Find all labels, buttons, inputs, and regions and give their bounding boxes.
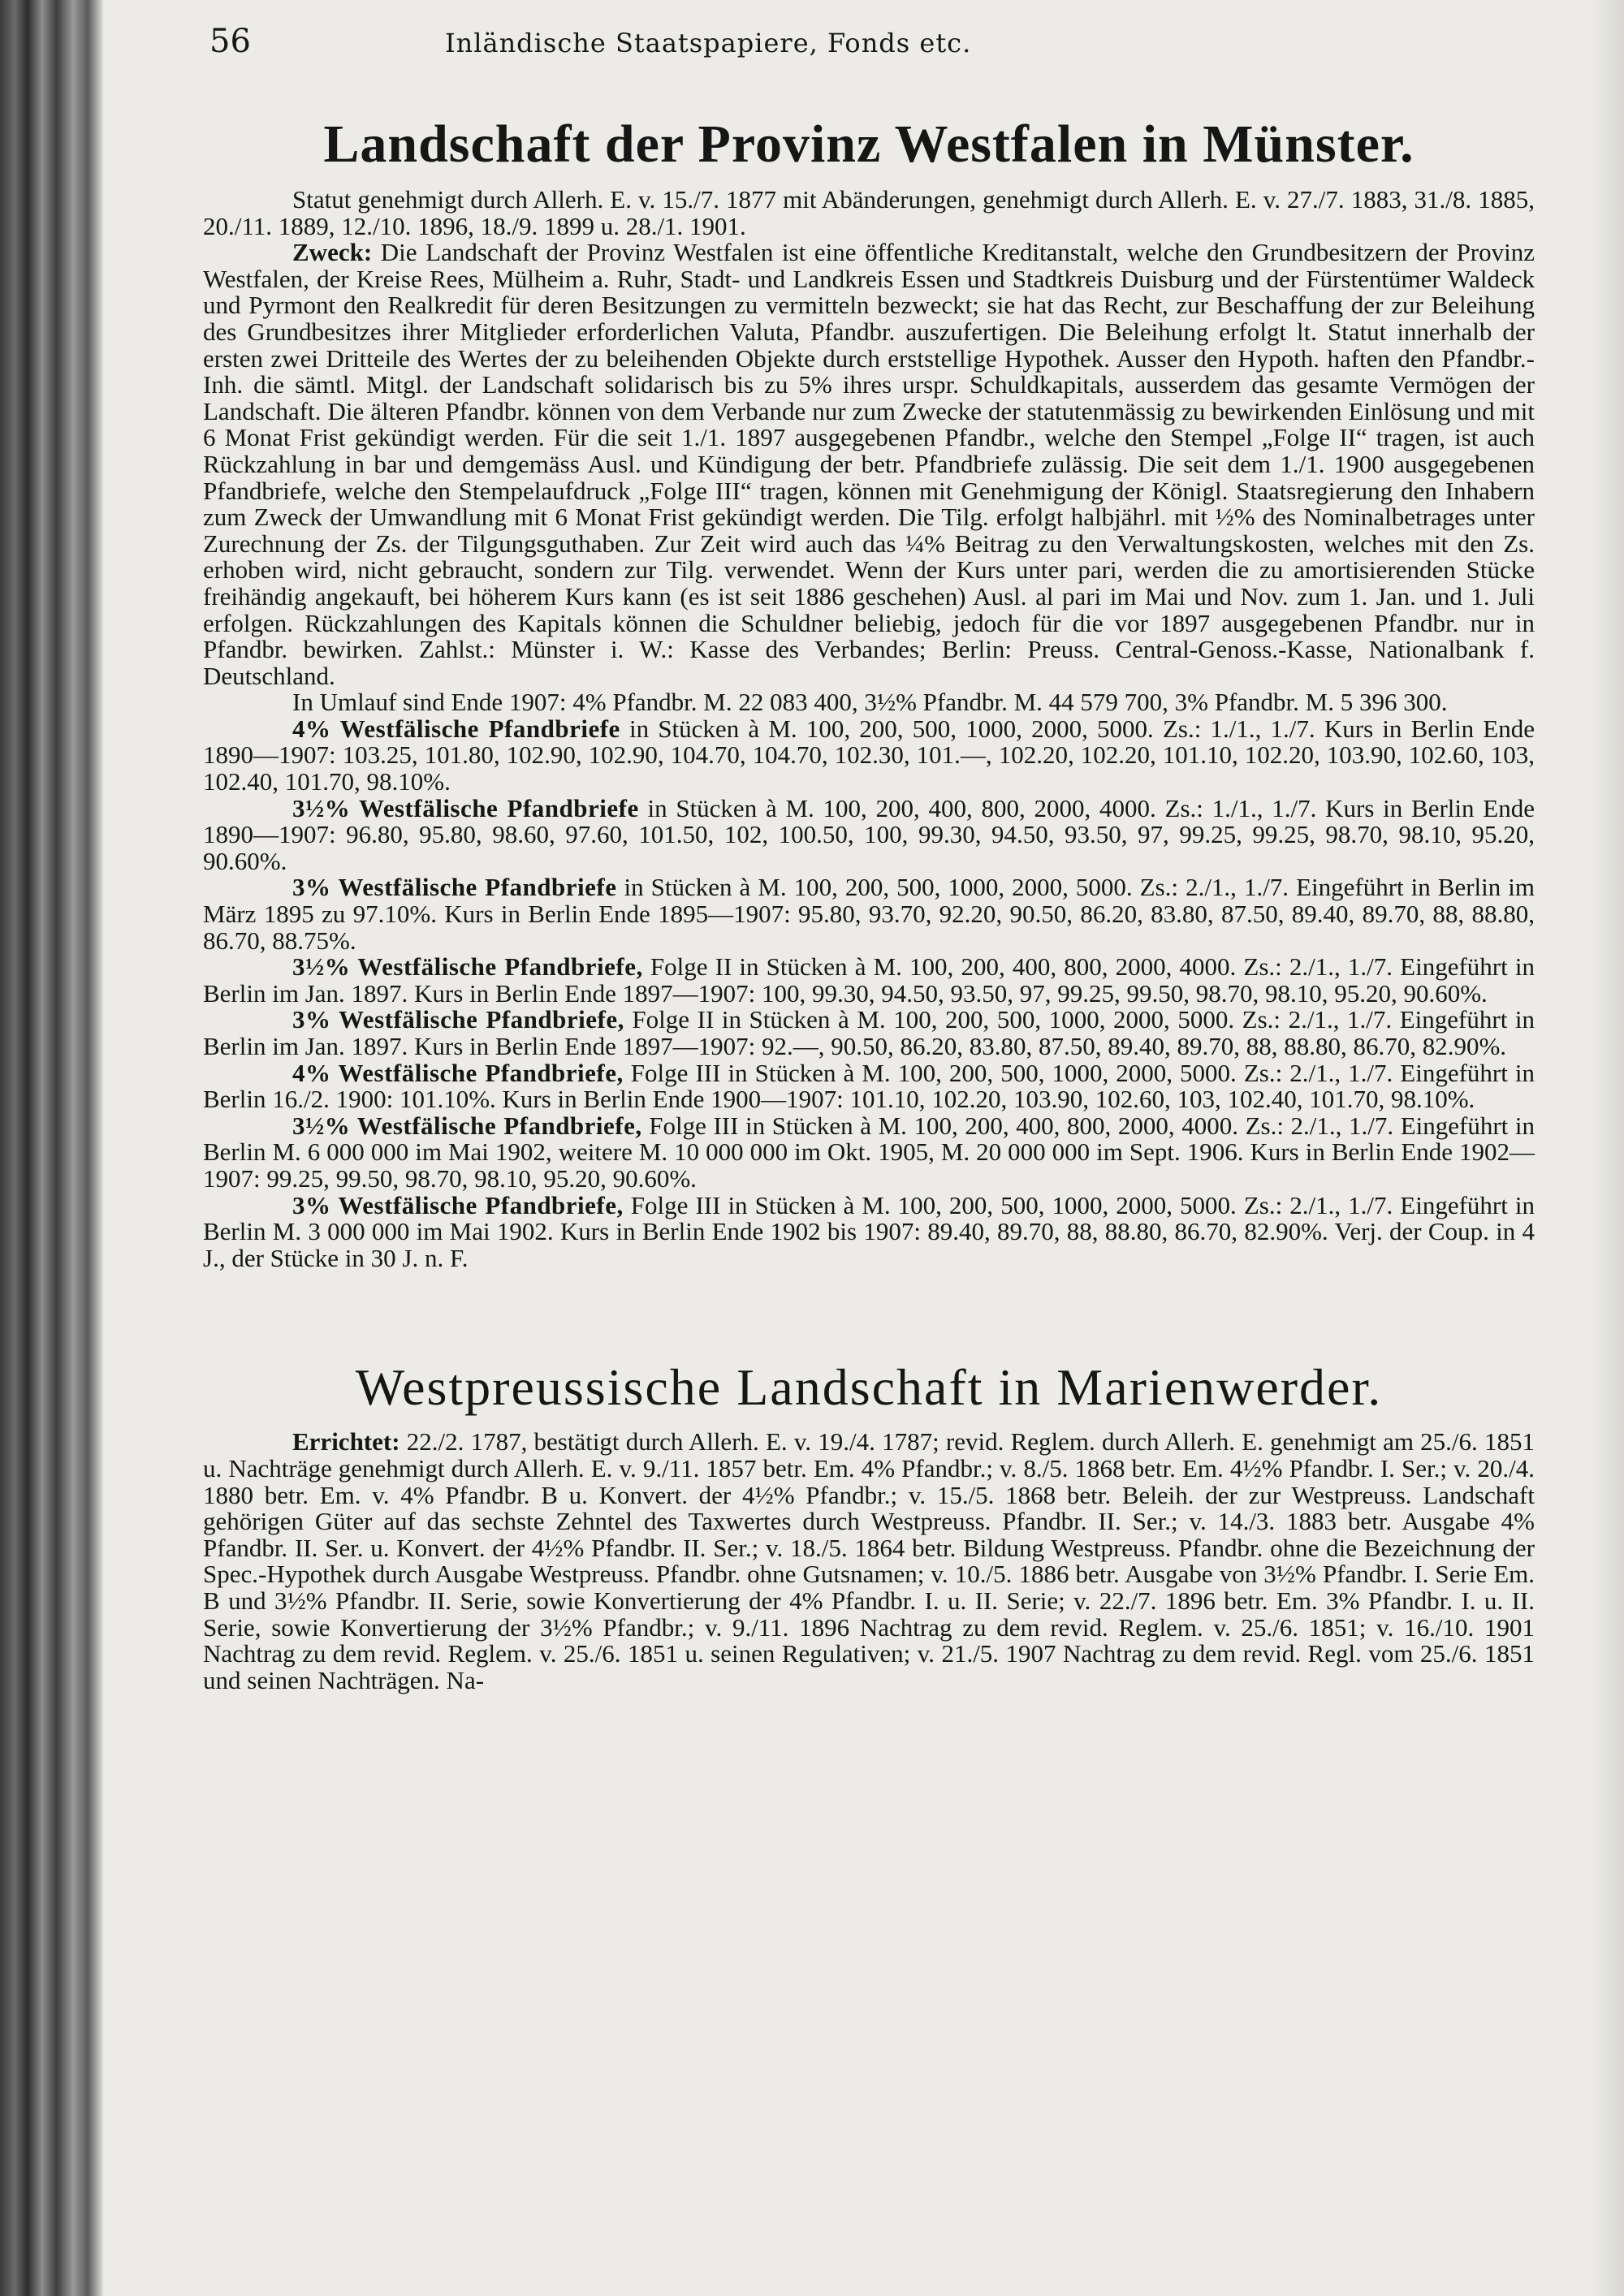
running-title: Inländische Staatspapiere, Fonds etc. (445, 28, 972, 58)
page-number: 56 (209, 23, 251, 60)
bond-title: 3% Westfälische Pfandbriefe, (292, 1190, 624, 1219)
zweck-paragraph (203, 240, 1535, 689)
errichtet-paragraph (203, 1429, 1535, 1694)
bond-entry (203, 954, 1535, 1007)
bond-title: 3½% Westfälische Pfandbriefe, (292, 952, 643, 982)
page-header (203, 23, 1535, 71)
umlauf-paragraph: In Umlauf sind Ende 1907: 4% Pfandbr. M. 22 083 400, 3½% Pfandbr. M. 44 579 700, 3% Pfandbr. M. 5 396 300. (292, 688, 1448, 717)
bond-entry (203, 874, 1535, 954)
document-page (203, 23, 1535, 1694)
bond-text: in Stücken à M. 100, 200, 400, 800, 2000, 4000. Zs.: 1./1., 1./7. Kurs in Berlin Ende 1890—1907: 96.80, 95.80, 98.60, 97.60, 101.50, 102, 100.50, 100, 99.30, 94.50, 93.50, 97, 99.25, 99.25, 98.70, 98.10, 95.20, 90.60%. (203, 793, 1535, 875)
bond-title: 3% Westfälische Pfandbriefe (292, 873, 617, 902)
errichtet-label: Errichtet: (292, 1427, 400, 1457)
bond-title: 4% Westfälische Pfandbriefe (292, 714, 620, 743)
bond-entry (203, 793, 1535, 875)
bond-text: in Stücken à M. 100, 200, 500, 1000, 2000, 5000. Zs.: 1./1., 1./7. Kurs in Berlin Ende 1890—1907: 103.25, 101.80, 102.90, 102.90, 104.70, 104.70, 102.30, 101.—, 102.20, 102.20, 101.10, 102.20, 103.90, 102.60, 103, 102.40, 101.70, 98.10%. (203, 714, 1535, 796)
bond-text: Folge III in Stücken à M. 100, 200, 400, 800, 2000, 4000. Zs.: 2./1., 1./7. Eingeführt in Berlin M. 6 000 000 im Mai 1902, weitere M. 10 000 000 im Okt. 1905, M. 20 000 000 im Sept. 1906. Kurs in Berlin Ende 1902—1907: 99.25, 99.50, 98.70, 98.10, 95.20, 90.60%. (203, 1111, 1535, 1193)
book-binding-edge (0, 0, 104, 2296)
bond-entry (203, 1190, 1535, 1272)
zweck-label: Zweck: (292, 238, 373, 267)
bond-entry (203, 1113, 1535, 1193)
zweck-text: Die Landschaft der Provinz Westfalen ist eine öffentliche Kreditanstalt, welche den Grundbesitzern der Provinz Westfalen, der Kreise Rees, Mülheim a. Ruhr, Stadt- und Landkreis Essen und Stadtkreis Duisburg und der Fürstentümer Waldeck und Pyrmont den Realkredit für deren Besitzungen zu vermitteln bezweckt; sie hat das Recht, zur Beschaffung der zur Beleihung des Grundbesitzes ihrer Mitglieder erforderlichen Valuta, Pfandbr. auszufertigen. Die Beleihung erfolgt lt. Statut innerhalb der ersten zwei Dritteile des Wertes der zu beleihenden Objekte durch erststellige Hypothek. Ausser den Hypoth. haften den Pfandbr.-Inh. die sämtl. Mitgl. der Landschaft solidarisch bis zu 5% ihres urspr. Schuldkapitals, ausserdem das gesamte Vermögen der Landschaft. Die älteren Pfandbr. können von dem Verbande nur zum Zwecke der statutenmässig zu bewirkenden Einlösung und mit 6 Monat Frist gekündigt werden. Für die seit 1./1. 1897 ausgegebenen Pfandbr., welche den Stempel „Folge II“ tragen, ist auch Rückzahlung in bar und demgemäss Ausl. und Kündigung der betr. Pfandbriefe zulässig. Die seit dem 1./1. 1900 ausgegebenen Pfandbriefe, welche den Stempelaufdruck „Folge III“ tragen, können mit Genehmigung der Königl. Staatsregierung den Inhabern zum Zweck der Umwandlung mit 6 Monat Frist gekündigt werden. Die Tilg. erfolgt halbjährl. mit ½% des Nominalbetrages unter Zurechnung der Zs. der Tilgungsguthaben. Zur Zeit wird auch das ¼% Beitrag zu den Verwaltungskosten, welches mit den Zs. erhoben wird, nicht gebraucht, sondern zur Tilg. verwendet. Wenn der Kurs unter pari, werden die zu amortisierenden Stücke freihändig angekauft, bei höherem Kurs kann (es ist seit 1886 geschehen) Ausl. al pari im Mai und Nov. zum 1. Jan. und 1. Juli erfolgen. Rückzahlungen des Kapitals können die Schuldner beliebig, jedoch für die vor 1897 ausgegebenen Pfandbr. nur in Pfandbr. bewirken. Zahlst.: Münster i. W.: Kasse des Verbandes; Berlin: Preuss. Central-Genoss.-Kasse, Nationalbank f. Deutschland. (203, 238, 1535, 690)
bond-title: 4% Westfälische Pfandbriefe, (292, 1058, 624, 1087)
bond-text: Folge III in Stücken à M. 100, 200, 500, 1000, 2000, 5000. Zs.: 2./1., 1./7. Eingeführt in Berlin 16./2. 1900: 101.10%. Kurs in Berlin Ende 1900—1907: 101.10, 102.20, 103.90, 102.60, 103, 102.40, 101.70, 98.10%. (203, 1058, 1535, 1114)
page-edge-shadow (1592, 0, 1624, 2296)
bond-entry (203, 716, 1535, 796)
section-title-westfalen: Landschaft der Provinz Westfalen in Münster. (323, 114, 1415, 174)
bond-text: Folge II in Stücken à M. 100, 200, 400, 800, 2000, 4000. Zs.: 2./1., 1./7. Eingeführt in Berlin im Jan. 1897. Kurs in Berlin Ende 1897—1907: 100, 99.30, 94.50, 93.50, 97, 99.25, 99.50, 98.70, 98.10, 95.20, 90.60%. (203, 952, 1535, 1008)
bond-title: 3% Westfälische Pfandbriefe, (292, 1005, 624, 1034)
statut-paragraph: Statut genehmigt durch Allerh. E. v. 15./7. 1877 mit Abänderungen, genehmigt durch Allerh. E. v. 27./7. 1883, 31./8. 1885, 20./11. 1889, 12./10. 1896, 18./9. 1899 u. 28./1. 1901. (203, 185, 1535, 240)
bond-title: 3½% Westfälische Pfandbriefe, (292, 1111, 642, 1140)
errichtet-text: 22./2. 1787, bestätigt durch Allerh. E. v. 19./4. 1787; revid. Reglem. durch Allerh. E. genehmigt am 25./6. 1851 u. Nachträge genehmigt durch Allerh. E. v. 9./11. 1857 betr. Em. 4% Pfandbr.; v. 8./5. 1868 betr. Em. 4½% Pfandbr. I. Ser.; v. 20./4. 1880 betr. Em. v. 4% Pfandbr. B u. Konvert. der 4½% Pfandbr.; v. 15./5. 1868 betr. Beleih. der zur Westpreuss. Landschaft gehörigen Güter auf das sechste Zehntel des Taxwertes durch Westpreuss. Pfandbr. II. Ser.; v. 14./3. 1883 betr. Ausgabe 4% Pfandbr. II. Ser. u. Konvert. der 4½% Pfandbr. II. Ser.; v. 18./5. 1864 betr. Bildung Westpreuss. Pfandbr. ohne die Bezeichnung der Spec.-Hypothek durch Ausgabe Westpreuss. Pfandbr. ohne Gutsnamen; v. 10./5. 1886 betr. Ausgabe von 3½% Pfandbr. I. Serie Em. B und 3½% Pfandbr. II. Serie, sowie Konvertierung der 4% Pfandbr. I. u. II. Serie; v. 22./7. 1896 betr. Em. 3% Pfandbr. I. u. II. Serie, sowie Konvertierung der 3½% Pfandbr.; v. 9./11. 1896 Nachtrag zu dem revid. Reglem. v. 25./6. 1851; v. 16./10. 1901 Nachtrag zu dem revid. Reglem. v. 25./6. 1851 u. seinen Regulativen; v. 21./5. 1907 Nachtrag zu dem revid. Regl. vom 25./6. 1851 und seinen Nachträgen. Na- (203, 1427, 1535, 1694)
bond-text: Folge II in Stücken à M. 100, 200, 500, 1000, 2000, 5000. Zs.: 2./1., 1./7. Eingeführt in Berlin im Jan. 1897. Kurs in Berlin Ende 1897—1907: 92.—, 90.50, 86.20, 83.80, 87.50, 89.40, 89.70, 88, 88.80, 86.70, 82.90%. (203, 1005, 1535, 1060)
bond-entry (203, 1007, 1535, 1060)
bond-entry (203, 1060, 1535, 1113)
bond-text: Folge III in Stücken à M. 100, 200, 500, 1000, 2000, 5000. Zs.: 2./1., 1./7. Eingeführt in Berlin M. 3 000 000 im Mai 1902. Kurs in Berlin Ende 1902 bis 1907: 89.40, 89.70, 88, 88.80, 86.70, 82.90%. Verj. der Coup. in 4 J., der Stücke in 30 J. n. F. (203, 1190, 1535, 1272)
section-title-westpreussen: Westpreussische Landschaft in Marienwerder. (355, 1358, 1383, 1417)
bond-title: 3½% Westfälische Pfandbriefe (292, 793, 639, 822)
bond-text: in Stücken à M. 100, 200, 500, 1000, 2000, 5000. Zs.: 2./1., 1./7. Eingeführt in Berlin im März 1895 zu 97.10%. Kurs in Berlin Ende 1895—1907: 95.80, 93.70, 92.20, 90.50, 86.20, 83.80, 87.50, 89.40, 89.70, 88, 88.80, 86.70, 88.75%. (203, 873, 1535, 955)
